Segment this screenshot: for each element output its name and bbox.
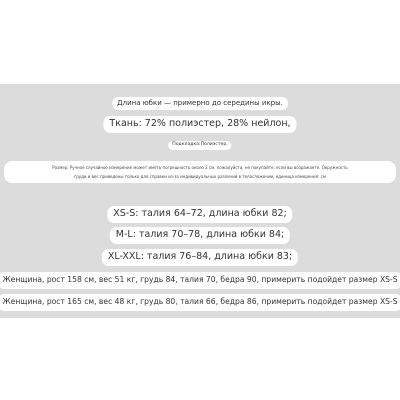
size-xs-s-line: XS-S: талия 64–72, длина юбки 82; — [107, 206, 292, 223]
fabric-line: Ткань: 72% полиэстер, 28% нейлон, — [103, 116, 296, 133]
measurement-note-line-2: груди и вес приведены только для справки из-за индивидуальных различий в телосложении, единица измерения: см — [74, 174, 326, 179]
lining-line: Подкладка:Полиэстер, — [168, 141, 231, 150]
skirt-length-line: Длина юбки — примерно до середины икры. — [112, 97, 288, 110]
model-2-line: Женщина, рост 165 см, вес 48 кг, грудь 80, талия 66, бедра 86, примерить подойдет размер XS-S — [0, 294, 400, 311]
size-xl-xxl-line: XL-XXL: талия 76–84, длина юбки 83; — [102, 249, 298, 266]
measurement-note-line-1: Размер: Ручное случайное измерение может иметь погрешность около 2 см, пожалуйста, не покупайте, если вы возражаете. Окружность — [52, 165, 348, 170]
size-m-l-line: M-L: талия 70–78, длина юбки 84; — [110, 227, 290, 244]
measurement-note — [4, 161, 396, 183]
model-1-line: Женщина, рост 158 см, вес 51 кг, грудь 84, талия 70, бедра 90, примерить подойдет размер XS-S — [0, 272, 400, 289]
